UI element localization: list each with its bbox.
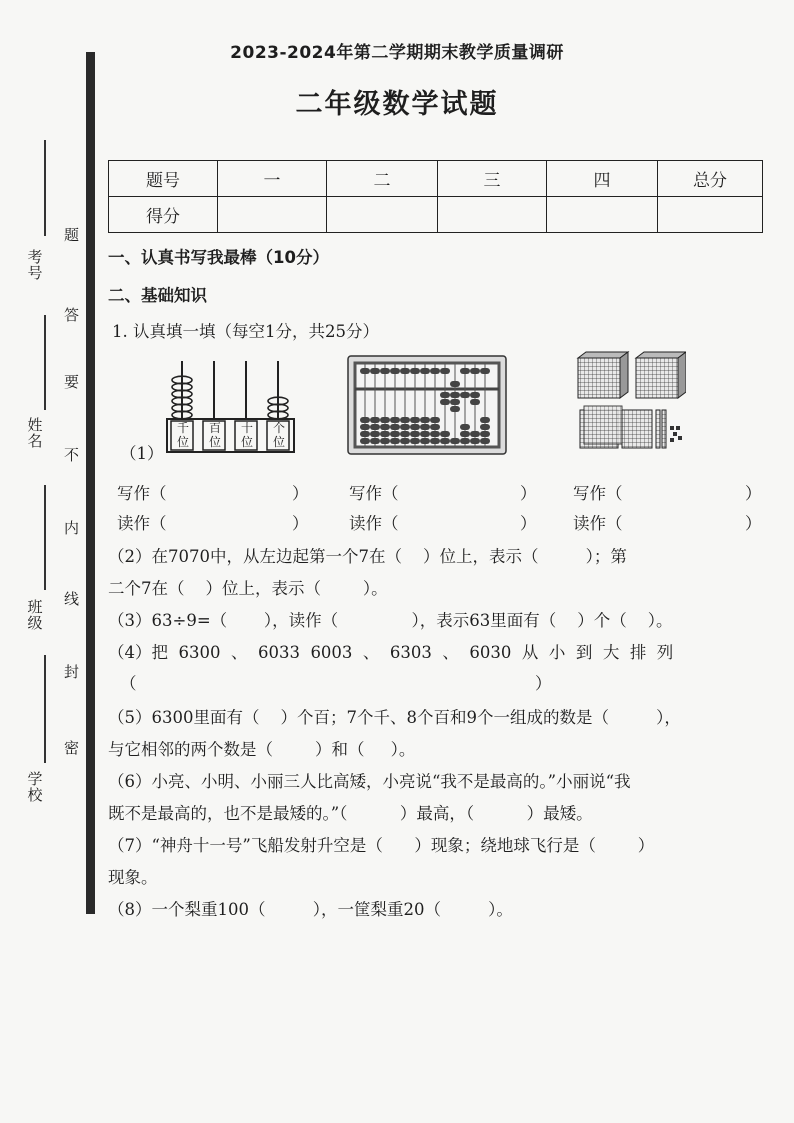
name-line: [44, 315, 46, 410]
table-cell: 三: [438, 161, 547, 197]
seal-char: 线: [64, 590, 80, 608]
close-paren: ）: [520, 514, 537, 533]
question-1-5-line-b: 与它相邻的两个数是（ ）和（ ）。: [108, 740, 416, 759]
base-ten-blocks-image: [576, 350, 686, 460]
question-1-7-line-a: （7）“神舟十一号”飞船发射升空是（ ）现象；绕地球飞行是（ ）: [108, 836, 655, 855]
question-1-3: （3）63÷9=（ ），读作（ ），表示63里面有（ ）个（ ）。: [108, 611, 673, 630]
section-2-heading: 二、基础知识: [108, 286, 207, 305]
class-line: [44, 485, 46, 590]
question-1-6-line-a: （6）小亮、小明、小丽三人比高矮，小亮说“我不是最高的。”小丽说“我: [108, 772, 631, 791]
class-label: 班 级: [27, 598, 43, 632]
close-paren: ）: [520, 484, 537, 503]
question-1-2-line-a: （2）在7070中，从左边起第一个7在（ ）位上，表示（ ）；第: [108, 547, 627, 566]
school-label: 学 校: [27, 770, 43, 804]
table-cell: 四: [547, 161, 658, 197]
table-cell: 总分: [658, 161, 763, 197]
seal-char: 答: [64, 306, 80, 324]
seal-char: 封: [64, 663, 80, 681]
question-1-4-answer-close: ）: [535, 674, 552, 693]
table-cell: 一: [218, 161, 327, 197]
exam-subtitle: 2023-2024年第二学期期末教学质量调研: [230, 43, 564, 63]
score-input-cell[interactable]: [218, 197, 327, 233]
question-1-2-line-b: 二个7在（ ）位上，表示（ ）。: [108, 579, 388, 598]
score-input-cell[interactable]: [658, 197, 763, 233]
name-label: 姓 名: [27, 416, 43, 450]
exam-title: 二年级数学试题: [295, 89, 499, 120]
read-as-label-2: 读作（: [349, 514, 399, 533]
score-input-cell[interactable]: [547, 197, 658, 233]
write-as-label-3: 写作（: [573, 484, 623, 503]
table-cell: 得分: [109, 197, 218, 233]
read-as-label-3: 读作（: [573, 514, 623, 533]
score-table: [108, 160, 763, 233]
seal-char: 内: [64, 519, 80, 537]
score-input-cell[interactable]: [327, 197, 438, 233]
place-label-hundreds: 百位: [208, 421, 221, 449]
close-paren: ）: [745, 484, 762, 503]
place-label-tens: 十位: [240, 421, 253, 449]
read-as-label-1: 读作（: [117, 514, 167, 533]
section-1-heading: 一、认真书写我最棒（10分）: [108, 248, 329, 267]
score-table-header-row: [109, 161, 763, 197]
table-cell: 题号: [109, 161, 218, 197]
close-paren: ）: [292, 484, 309, 503]
seal-char: 不: [64, 446, 80, 464]
abacus-image: [347, 355, 507, 455]
write-as-label-1: 写作（: [117, 484, 167, 503]
table-cell: 二: [327, 161, 438, 197]
close-paren: ）: [745, 514, 762, 533]
seal-char: 要: [64, 373, 80, 391]
question-1-4-line-a: （4）把 6300 、 6033 6003 、 6303 、 6030 从 小 到 大 排 列: [108, 643, 674, 662]
question-1-8: （8）一个梨重100（ ），一筐梨重20（ ）。: [108, 900, 513, 919]
binding-bar: [86, 52, 95, 914]
question-1-6-line-b: 既不是最高的，也不是最矮的。”（ ）最高，（ ）最矮。: [108, 804, 593, 823]
close-paren: ）: [292, 514, 309, 533]
score-table-score-row: [109, 197, 763, 233]
place-label-ones: 个位: [272, 421, 285, 449]
question-1-4-answer-open: （: [120, 674, 137, 693]
exam-number-line: [44, 140, 46, 236]
write-as-label-2: 写作（: [349, 484, 399, 503]
score-input-cell[interactable]: [438, 197, 547, 233]
seal-char: 题: [64, 226, 80, 244]
question-1-7-line-b: 现象。: [108, 868, 158, 887]
exam-number-label: 考 号: [27, 248, 43, 282]
seal-char: 密: [64, 739, 80, 757]
place-label-thousands: 千位: [176, 421, 189, 449]
part-1-label: （1）: [120, 444, 164, 463]
school-line: [44, 655, 46, 763]
question-1-5-line-a: （5）6300里面有（ ）个百；7个千、8个百和9个一组成的数是（ ），: [108, 708, 681, 727]
question-1-heading: 1. 认真填一填（每空1分，共25分）: [112, 322, 379, 341]
